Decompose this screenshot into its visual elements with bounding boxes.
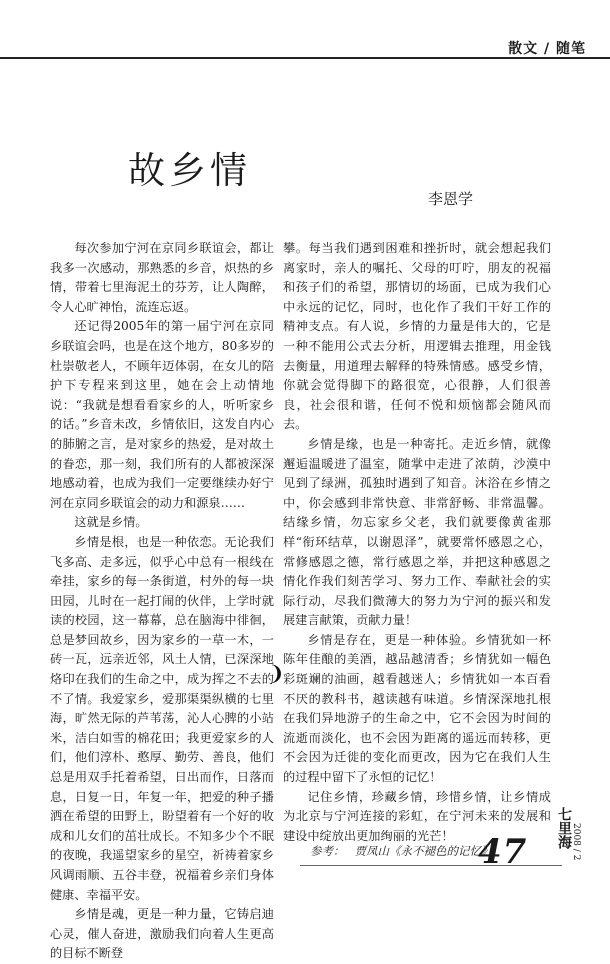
body-column-right [283,239,551,846]
paragraph: 乡情是存在，更是一种体验。乡情犹如一杯陈年佳酿的美酒，越品越清香；乡情犹如一幅色彩斑斓的油画，越看越迷人；乡情犹如一本百看不厌的教科书，越读越有味道。乡情深深地扎根在我们异地游子的生命之中，它不会因为时间的流逝而淡化，也不会因为距离的遥远而转移，更不会因为迁徙的变化而更改，因为它在我们人生的过程中留下了永恒的记忆！ [283,632,551,785]
reference-label: 参考： [310,844,345,858]
article-title: 故乡情 [128,149,251,192]
paragraph: 这就是乡情。 [74,515,148,530]
paragraph: 记住乡情，珍藏乡情，珍惜乡情，让乡情成为北京与宁河连接的彩虹，在宁河未来的发展和建设中绽放出更加绚丽的光芒！ [283,789,551,843]
paragraph: 乡情是根，也是一种依恋。无论我们飞多高、走多远，似乎心中总有一根线在牵挂，家乡的每一条街道，村外的每一块田园，儿时在一起打闹的伙伴，上学时就读的校园，这一幕幕，总在脑海中徘徊，总是梦回故乡，因为家乡的一草一木，一砖一瓦，远亲近邻，风土人情，已深深地烙印在我们的生命之中，成为挥之不去的不了情。我爱家乡，爱那渠渠纵横的七里海，旷然无际的芦苇荡，沁人心脾的小站米，洁白如雪的棉花田；我更爱家乡的人们，他们淳朴、憨厚、勤劳、善良，他们总是用双手托着希望，日出而作，日落而息，日复一日，年复一年，把爱的种子播洒在希望的田野上，盼望着有一个好的收成和儿女们的茁壮成长。不知多少个不眠的夜晚，我遥望家乡的星空，祈祷着家乡风调雨顺、五谷丰登，祝福着乡亲们身体健康、幸福平安。 [50,534,274,902]
reference-note [310,843,493,859]
reference-text: 贾凤山《永不褪色的记忆》 [354,844,493,858]
paragraph: 乡情是缘，也是一种寄托。走近乡情，就像邂逅温暖进了温室，随掌中走进了浓荫，沙漠中见到了绿洲，孤独时遇到了知音。沐浴在乡情之中，你会感到非常快意、非常舒畅、非常温馨。结缘乡情，勿忘家乡父老，我们就要像黄雀那样“衔环结草，以谢恩泽”，就要常怀感恩之心，常修感恩之德，常行感恩之举，并把这种感恩之情化作我们刻苦学习、努力工作、奉献社会的实际行动，尽我们微薄大的努力为宁河的振兴和发展建言献策，贡献力量！ [283,436,551,628]
article-author: 李恩学 [428,190,474,208]
page-number: 47 [478,832,528,872]
paragraph: 还记得2005年的第一届宁河在京同乡联谊会吗，也是在这个地方，80多岁的杜崇敬老人，不顾年迈体弱，在女儿的陪护下专程来到这里，她在会上动情地说：“我就是想看看家乡的人，听听家乡的话。”乡音未改，乡情依旧，这发自内心的肺腑之言，是对家乡的热爱，是对故土的眷恋，那一刻，我们所有的人都被深深地感动着，也成为我们一定要继续办好宁河在京同乡联谊会的动力和源泉…… [50,319,274,510]
paragraph: 每次参加宁河在京同乡联谊会，都让我多一次感动，那熟悉的乡音，炽热的乡情，带着七里海泥土的芬芳，让人陶醉，令人心旷神怡，流连忘返。 [50,241,274,314]
binding-mark-icon: ❩ [268,661,285,685]
paragraph: 乡情是魂，更是一种力量，它铸启迪心灵，催人奋进，激励我们向着人生更高的目标不断登 [50,907,274,961]
paragraph: 攀。每当我们遇到困难和挫折时，就会想起我们离家时，亲人的嘱托、父母的叮咛，朋友的祝福和孩子们的希望，那情切的场面，已成为我们心中永远的记忆，同时，也化作了我们干好工作的精神支点。有人说，乡情的力量是伟大的，它是一种不能用公式去分析，用逻辑去推理，用金钱去衡量，用道理去解释的特殊情感。感受乡情，你就会觉得脚下的路很宽，心很静，人们很善良，社会很和谐，任何不悦和烦恼都会随风而去。 [283,241,551,432]
publication-name: 七里海 [556,807,572,849]
body-column-left [50,239,274,964]
publication-issue: 2008 / 2 [571,823,581,861]
section-label: 散文 / 随笔 [508,41,586,57]
